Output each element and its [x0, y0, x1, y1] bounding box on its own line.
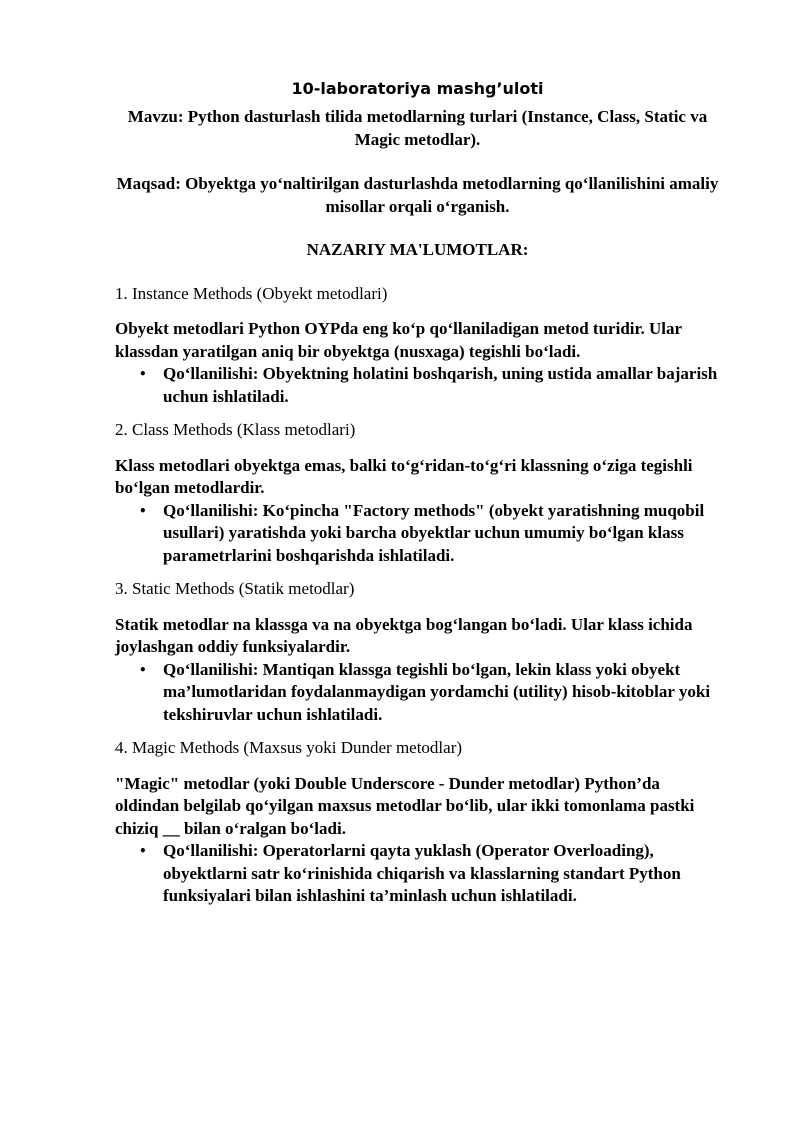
- bullet-text: Qo‘llanilishi: Ko‘pincha "Factory methods" (obyekt yaratishning muqobil usullari) yaratishda yoki barcha obyektlar uchun umumiy bo‘lgan klass parametrlarini boshqarishda ishlatiladi.: [163, 500, 705, 565]
- section-heading: 3. Static Methods (Statik metodlar): [115, 579, 355, 598]
- list-item: [115, 500, 720, 568]
- list-item: [115, 659, 720, 727]
- bullet-text: Qo‘llanilishi: Mantiqan klassga tegishli bo‘lgan, lekin klass yoki obyekt ma’lumotlaridan foydalanmaydigan yordamchi (utility) hisob-kitoblar yoki tekshiruvlar uchun ishlatiladi.: [163, 659, 711, 724]
- bullet-icon: •: [139, 844, 147, 858]
- bullet-list: [115, 363, 720, 408]
- section-paragraph: "Magic" metodlar (yoki Double Underscore - Dunder metodlar) Python’da oldindan belgilab qo‘yilgan maxsus metodlar bo‘lib, ular ikki tomonlama pastki chiziq __ bilan o‘ralgan bo‘ladi.: [115, 773, 695, 838]
- goal-line: Maqsad: Obyektga yo‘naltirilgan dasturlashda metodlarning qo‘llanilishini amaliy misollar orqali o‘rganish.: [116, 174, 719, 216]
- section-heading: 4. Magic Methods (Maxsus yoki Dunder metodlar): [115, 738, 463, 757]
- document-page: [115, 78, 720, 908]
- section-paragraph: Klass metodlari obyektga emas, balki to‘g‘ridan-to‘g‘ri klassning o‘ziga tegishli bo‘lgan metodlardir.: [115, 455, 693, 497]
- section-heading: 2. Class Methods (Klass metodlari): [115, 420, 356, 439]
- section-title: NAZARIY MA'LUMOTLAR:: [306, 240, 529, 259]
- bullet-list: [115, 659, 720, 727]
- section-heading: 1. Instance Methods (Obyekt metodlari): [115, 283, 388, 303]
- bullet-icon: •: [139, 367, 147, 381]
- section-paragraph: Obyekt metodlari Python OYPda eng ko‘p qo‘llaniladigan metod turidir. Ular klassdan yaratilgan aniq bir obyektga (nusxaga) tegishli bo‘ladi.: [115, 319, 682, 361]
- bullet-list: [115, 500, 720, 568]
- topic-line: Mavzu: Python dasturlash tilida metodlarning turlari (Instance, Class, Static va Magic metodlar).: [127, 107, 708, 149]
- bullet-text: Qo‘llanilishi: Operatorlarni qayta yuklash (Operator Overloading), obyektlarni satr ko‘rinishida chiqarish va klasslarning standart Python funksiyalari bilan ishlashini ta’minlash uchun ishlatiladi.: [163, 841, 681, 905]
- bullet-icon: •: [139, 662, 147, 677]
- section-paragraph: Statik metodlar na klassga va na obyektga bog‘langan bo‘ladi. Ular klass ichida joylashgan oddiy funksiyalardir.: [115, 614, 693, 656]
- list-item: [115, 840, 720, 908]
- page-title: 10-laboratoriya mashg’uloti: [291, 79, 544, 98]
- bullet-list: [115, 840, 720, 908]
- bullet-text: Qo‘llanilishi: Obyektning holatini boshqarish, uning ustida amallar bajarish uchun ishlatiladi.: [163, 364, 718, 406]
- bullet-icon: •: [139, 503, 147, 518]
- list-item: [115, 363, 720, 408]
